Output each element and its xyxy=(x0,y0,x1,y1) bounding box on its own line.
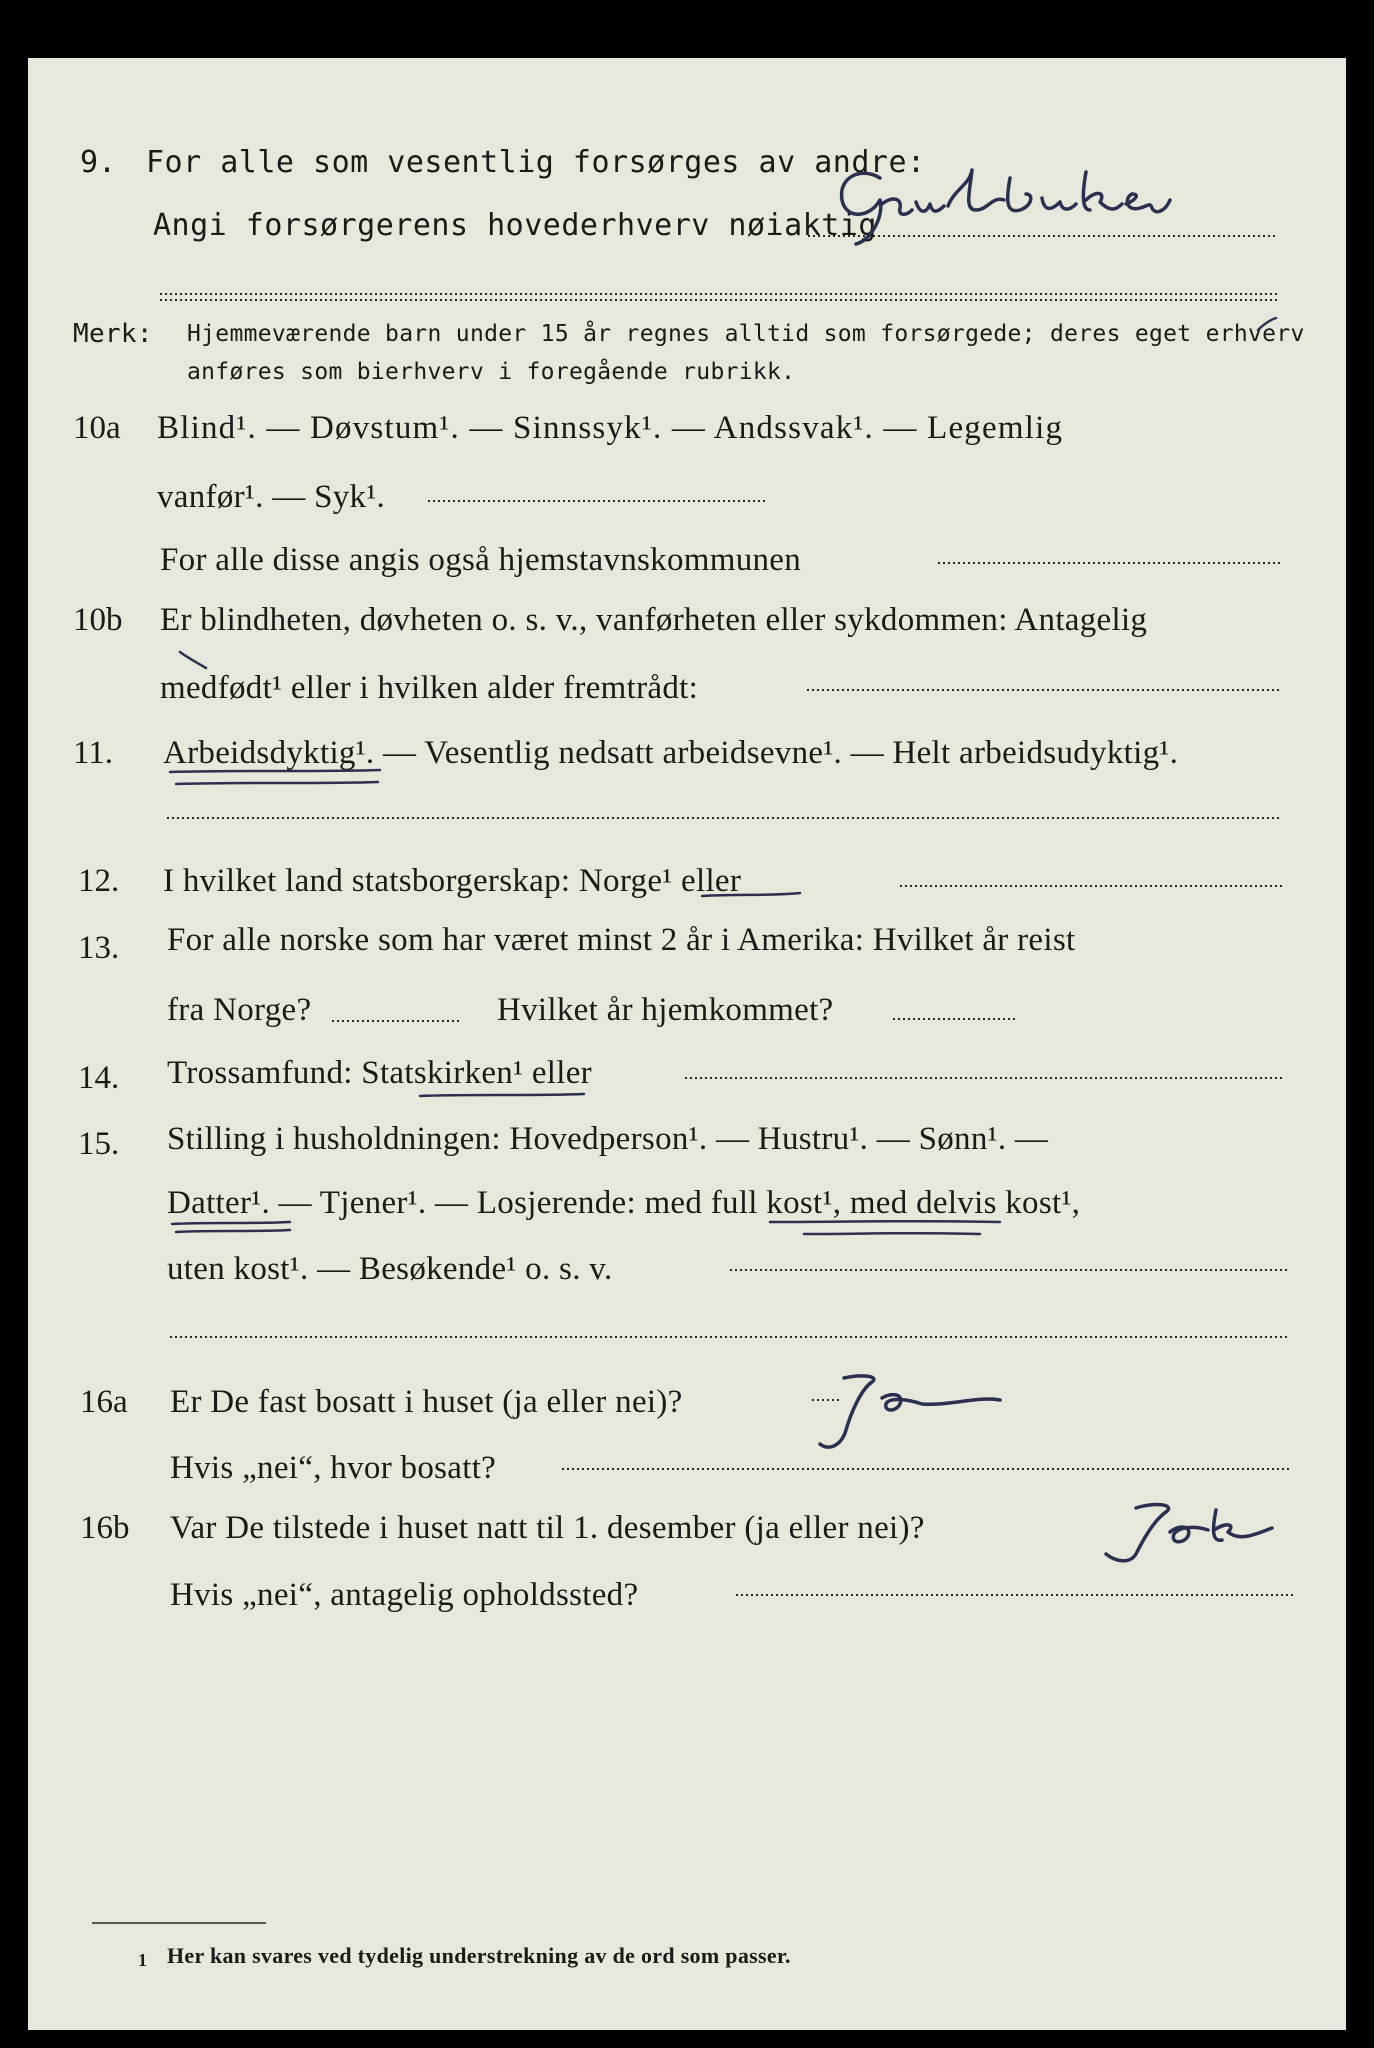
q10b-line2: medfødt¹ eller i hvilken alder fremtrådt: xyxy=(160,670,699,706)
q16a-line2: Hvis „nei“, hvor bosatt? xyxy=(170,1450,497,1486)
q15-line2: Datter¹. — Tjener¹. — Losjerende: med full kost¹, med delvis kost¹, xyxy=(167,1185,1081,1221)
q9-number: 9. xyxy=(80,145,117,180)
q14-number: 14. xyxy=(78,1060,120,1096)
q11-number: 11. xyxy=(73,735,114,771)
q10a-line1: Blind¹. — Døvstum¹. — Sinnssyk¹. — Andssvak¹. — Legemlig xyxy=(157,410,1064,446)
q11-line1: Arbeidsdyktig¹. — Vesentlig nedsatt arbeidsevne¹. — Helt arbeidsudyktig¹. xyxy=(163,735,1179,771)
q16a-number: 16a xyxy=(80,1384,128,1420)
footnote-mark: 1 xyxy=(138,1950,148,1970)
footnote-text: Her kan svares ved tydelig understrekning av de ord som passer. xyxy=(167,1943,791,1968)
q13-number: 13. xyxy=(78,930,120,966)
q15-line3: uten kost¹. — Besøkende¹ o. s. v. xyxy=(167,1251,613,1287)
q13-line1: For alle norske som har været minst 2 år i Amerika: Hvilket år reist xyxy=(167,922,1076,958)
q12-number: 12. xyxy=(78,863,120,899)
q10a-number: 10a xyxy=(73,410,121,446)
q9-line2: Angi forsørgerens hovederhverv nøiaktig xyxy=(153,208,877,243)
merk-line1: Hjemmeværende barn under 15 år regnes alltid som forsørgede; deres eget erhverv xyxy=(187,321,1305,347)
q10a-line3: For alle disse angis også hjemstavnskommunen xyxy=(160,542,802,578)
q9-line1: For alle som vesentlig forsørges av andre: xyxy=(146,145,926,180)
q16b-line2: Hvis „nei“, antagelig opholdssted? xyxy=(170,1577,639,1613)
q16b-line1: Var De tilstede i huset natt til 1. desember (ja eller nei)? xyxy=(170,1510,925,1546)
merk-label: Merk: xyxy=(73,319,153,349)
q14-line1: Trossamfund: Statskirken¹ eller xyxy=(167,1055,592,1091)
q10b-number: 10b xyxy=(73,602,123,638)
merk-line2: anføres som bierhverv i foregående rubrikk. xyxy=(187,359,796,385)
q10a-line2: vanfør¹. — Syk¹. xyxy=(157,479,386,515)
q16b-number: 16b xyxy=(80,1510,130,1546)
q10b-line1: Er blindheten, døvheten o. s. v., vanførheten eller sykdommen: Antagelig xyxy=(160,602,1148,638)
q16a-line1: Er De fast bosatt i huset (ja eller nei)? xyxy=(170,1384,683,1420)
q15-line1: Stilling i husholdningen: Hovedperson¹. — Hustru¹. — Sønn¹. — xyxy=(167,1121,1049,1157)
q12-line1: I hvilket land statsborgerskap: Norge¹ eller xyxy=(163,863,742,899)
q13-line2a: fra Norge? xyxy=(167,992,312,1028)
q13-line2b: Hvilket år hjemkommet? xyxy=(497,992,834,1028)
q15-number: 15. xyxy=(78,1126,120,1162)
